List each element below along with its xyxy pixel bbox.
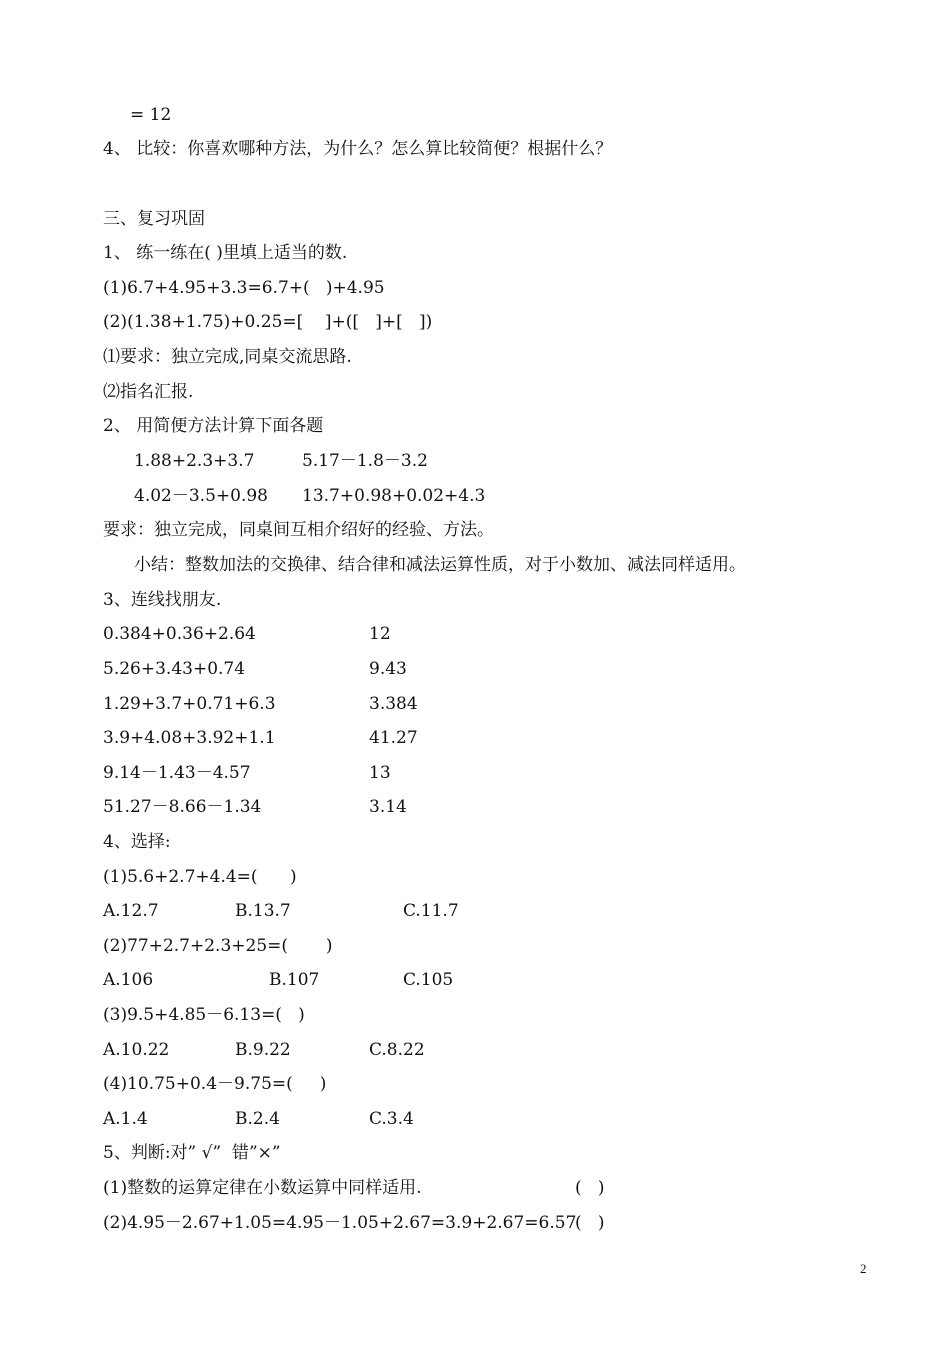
exercise-1-item-2: (2)(1.38+1.75)+0.25=[ ]+([ ]+[ ]): [103, 312, 433, 332]
exercise-1-item-1: (1)6.7+4.95+3.3=6.7+( )+4.95: [103, 278, 385, 298]
requirement-2: ⑵指名汇报.: [103, 382, 194, 402]
match-right-1: 12: [369, 624, 391, 644]
requirement-1: ⑴要求：独立完成,同桌交流思路.: [103, 347, 352, 367]
choice-1-option-b: B.13.7: [235, 901, 291, 921]
choice-2-option-b: B.107: [269, 970, 320, 990]
exercise-4-title: 4、选择:: [103, 832, 171, 852]
match-left-4: 3.9+4.08+3.92+1.1: [103, 728, 276, 748]
choice-1-option-a: A.12.7: [103, 901, 159, 921]
choice-2-option-c: C.105: [403, 970, 454, 990]
section-title-review: 三、复习巩固: [103, 209, 205, 229]
exercise-2-problem-d: 13.7+0.98+0.02+4.3: [302, 486, 486, 506]
page-number: 2: [860, 1261, 867, 1276]
choice-4-option-c: C.3.4: [369, 1109, 414, 1129]
exercise-3-title: 3、连线找朋友.: [103, 590, 222, 610]
exercise-2-title: 2、 用简便方法计算下面各题: [103, 416, 324, 436]
exercise-5-title: 5、判断:对” √” 错”×”: [103, 1143, 281, 1163]
question-4-compare: 4、 比较：你喜欢哪种方法，为什么？怎么算比较简便？根据什么？: [103, 139, 613, 159]
choice-3-option-a: A.10.22: [103, 1040, 170, 1060]
choice-1-option-c: C.11.7: [403, 901, 459, 921]
choice-4-option-b: B.2.4: [235, 1109, 280, 1129]
exercise-2-problem-c: 4.02－3.5+0.98: [134, 486, 268, 506]
choice-3-option-b: B.9.22: [235, 1040, 291, 1060]
match-left-2: 5.26+3.43+0.74: [103, 659, 246, 679]
judge-answer-1: ( ): [575, 1178, 605, 1198]
choice-3-option-c: C.8.22: [369, 1040, 425, 1060]
match-right-5: 13: [369, 763, 391, 783]
choice-question-1: (1)5.6+2.7+4.4=( ): [103, 867, 297, 887]
judge-statement-2: (2)4.95－2.67+1.05=4.95－1.05+2.67=3.9+2.67=6.57: [103, 1213, 577, 1233]
equals-twelve: = 12: [130, 105, 172, 125]
judge-answer-2: ( ): [575, 1213, 605, 1233]
exercise-1-title: 1、 练一练在( )里填上适当的数.: [103, 243, 348, 263]
match-right-4: 41.27: [369, 728, 418, 748]
exercise-2-problem-a: 1.88+2.3+3.7: [134, 451, 255, 471]
match-right-2: 9.43: [369, 659, 407, 679]
judge-statement-1: (1)整数的运算定律在小数运算中同样适用.: [103, 1178, 422, 1198]
choice-question-4: (4)10.75+0.4－9.75=( ): [103, 1074, 327, 1094]
match-left-5: 9.14－1.43－4.57: [103, 763, 251, 783]
exercise-2-problem-b: 5.17－1.8－3.2: [302, 451, 428, 471]
summary: 小结：整数加法的交换律、结合律和减法运算性质，对于小数加、减法同样适用。: [134, 555, 746, 575]
match-right-6: 3.14: [369, 797, 407, 817]
choice-2-option-a: A.106: [103, 970, 154, 990]
match-right-3: 3.384: [369, 694, 418, 714]
match-left-3: 1.29+3.7+0.71+6.3: [103, 694, 276, 714]
match-left-6: 51.27－8.66－1.34: [103, 797, 262, 817]
choice-question-2: (2)77+2.7+2.3+25=( ): [103, 936, 333, 956]
choice-4-option-a: A.1.4: [103, 1109, 148, 1129]
exercise-2-requirement: 要求：独立完成，同桌间互相介绍好的经验、方法。: [103, 520, 494, 540]
choice-question-3: (3)9.5+4.85－6.13=( ): [103, 1005, 305, 1025]
match-left-1: 0.384+0.36+2.64: [103, 624, 256, 644]
